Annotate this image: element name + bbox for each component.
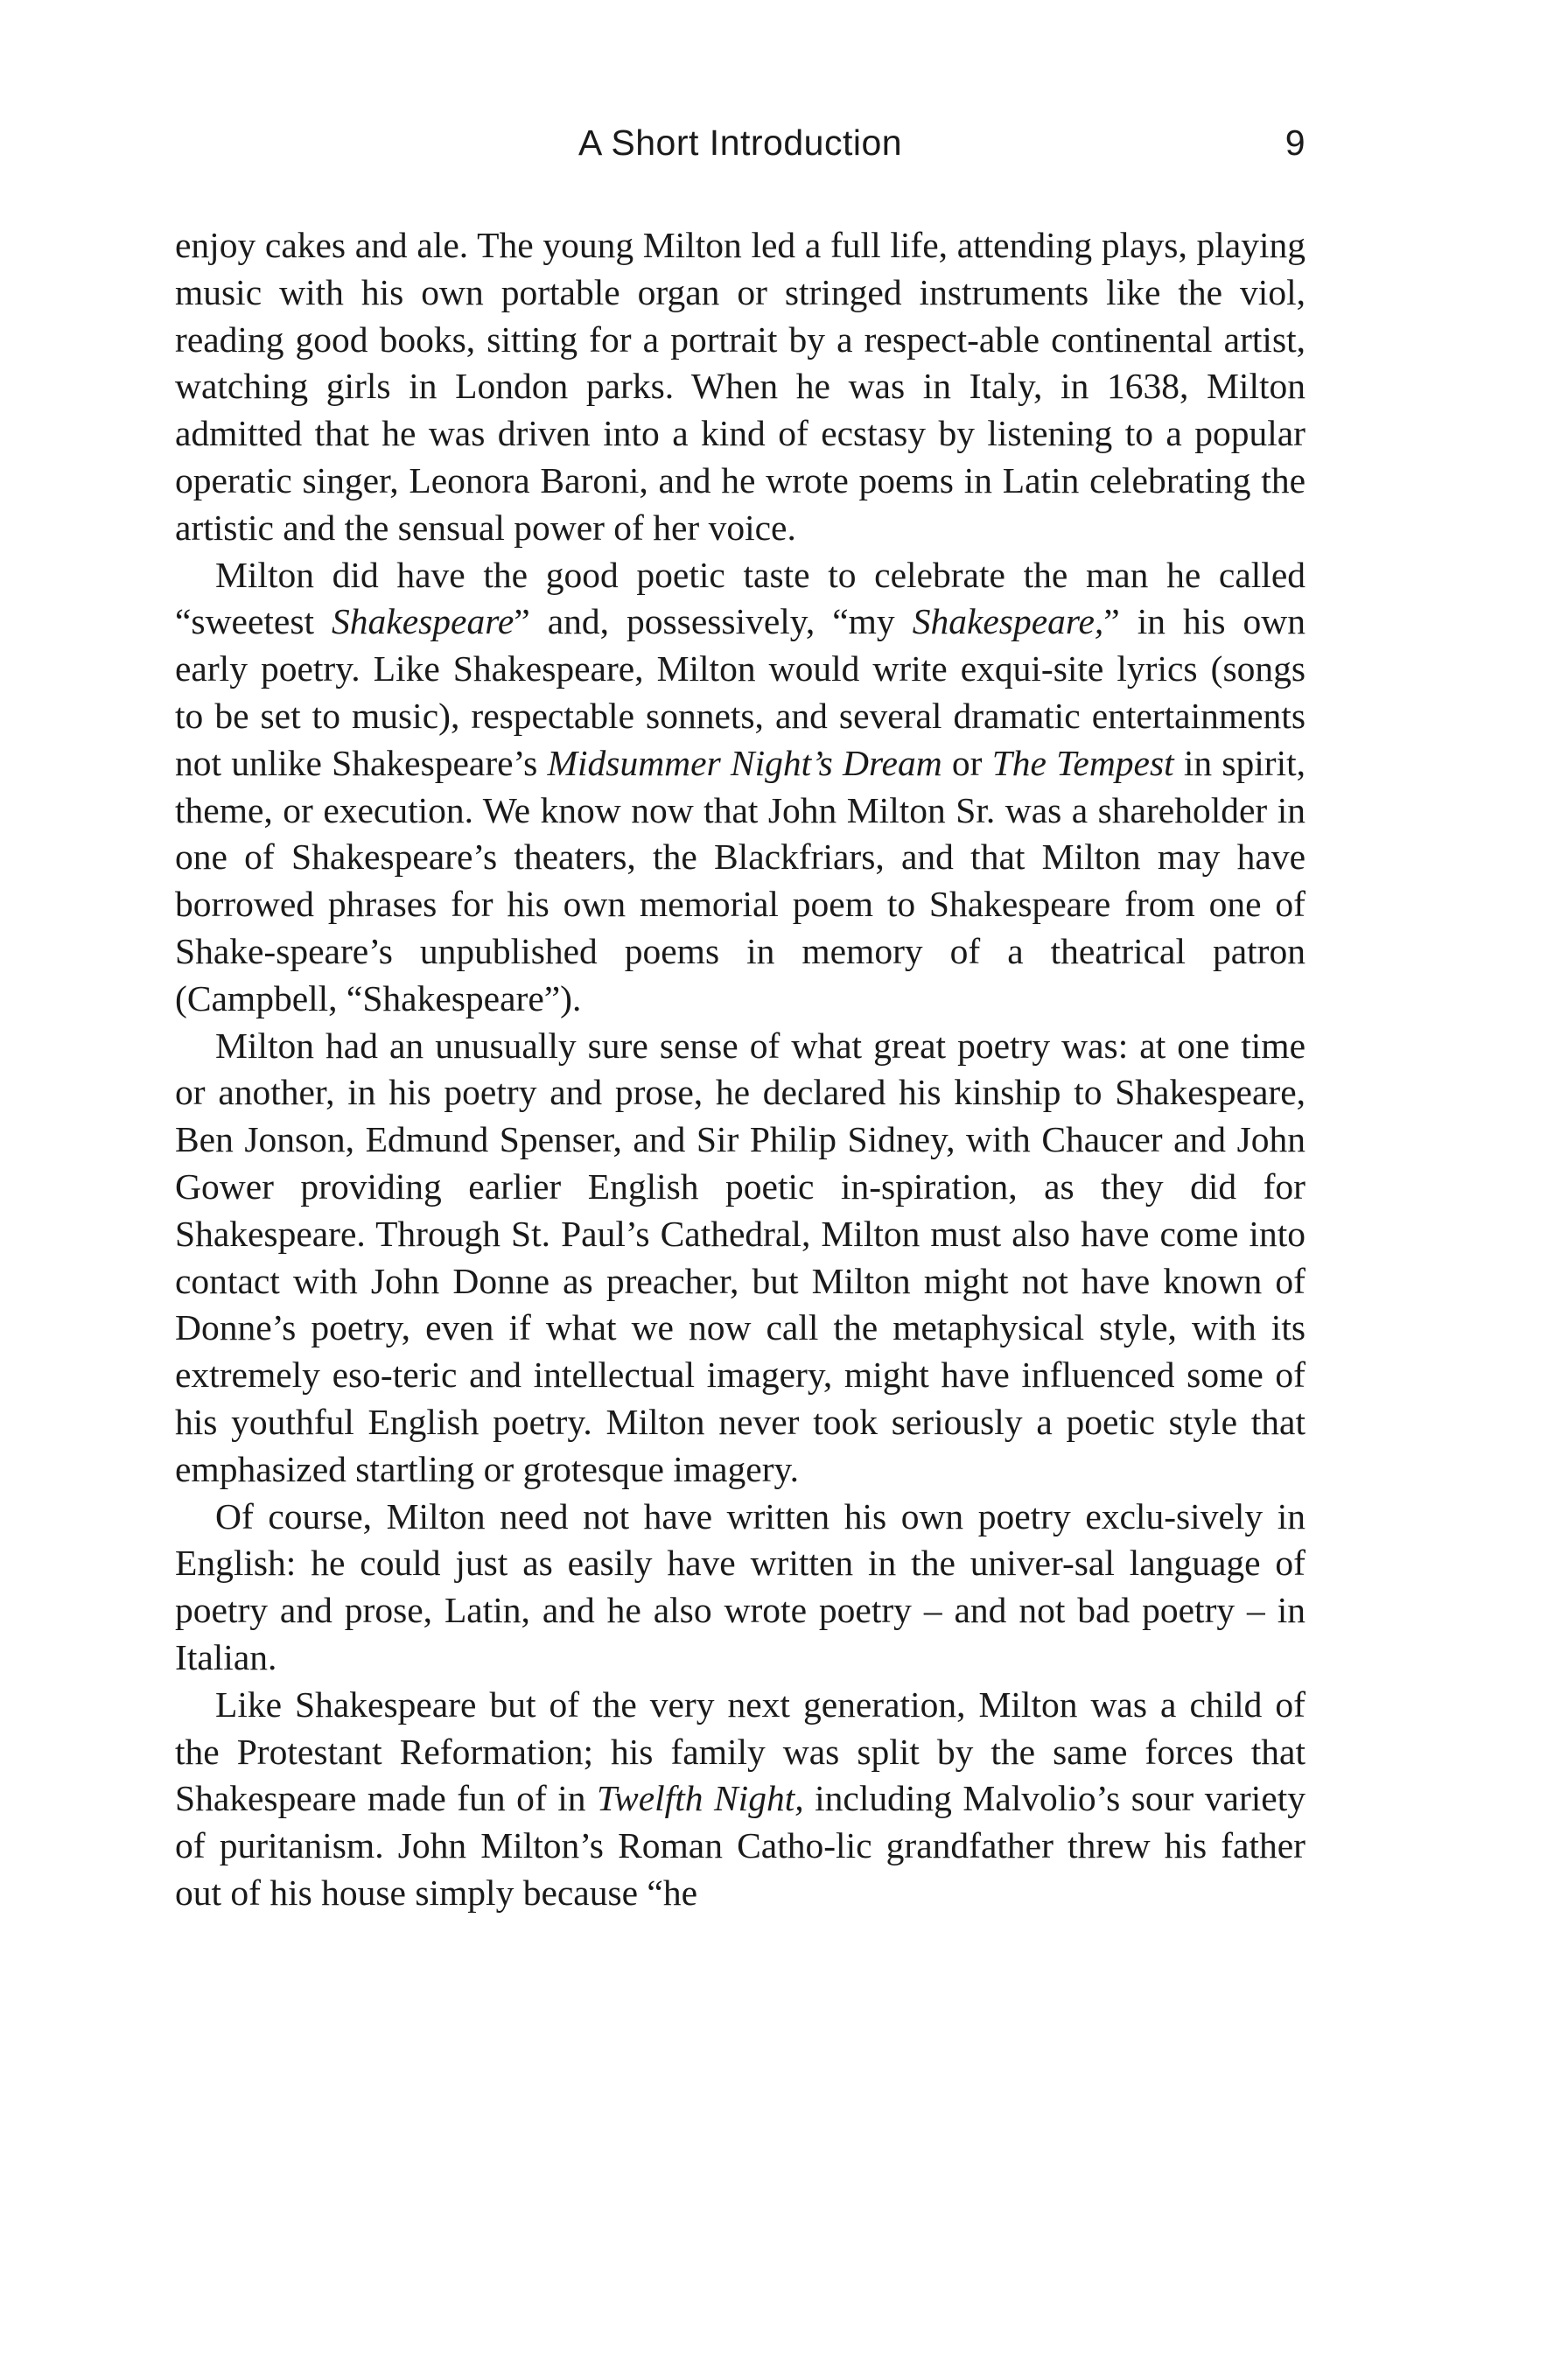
paragraph-4-text: Of course, Milton need not have written his own poetry exclu-sively in English: he could just as easily have written in the univer-sal language of poetry and prose, Latin, and he also wrote poetry – and not bad poetry – in Italian. <box>175 1495 1306 1677</box>
paragraph-3 <box>175 1023 1306 1494</box>
running-head <box>175 122 1306 175</box>
paragraph-4 <box>175 1494 1306 1682</box>
paragraph-5-text: Like Shakespeare but of the very next generation, Milton was a child of the Protestant Reformation; his family was split by the same forces that Shakespeare made fun of in <box>175 1684 1306 1819</box>
paragraph-5 <box>175 1682 1306 1917</box>
italic-title-midsummer: Midsummer Night’s Dream <box>547 742 942 783</box>
paragraph-2-text: or <box>942 742 992 783</box>
italic-title-twelfth-night: Twelfth Night, <box>597 1778 804 1819</box>
page-number: 9 <box>1284 122 1306 163</box>
paragraph-1-text: enjoy cakes and ale. The young Milton led a full life, attending plays, playing music with his own portable organ or stringed instruments like the viol, reading good books, sitting for a portrait by a respect-able continental artist, watching girls in London parks. When he was in Italy, in 1638, Milton admitted that he was driven into a kind of ecstasy by listening to a popular operatic singer, Leonora Baroni, and he wrote poems in Latin celebrating the artistic and the sensual power of her voice. <box>175 225 1306 548</box>
italic-title-shakespeare: Shakespeare, <box>912 601 1104 642</box>
book-page <box>175 0 1306 2366</box>
italic-title-shakespeare: Shakespeare <box>332 601 514 642</box>
paragraph-2-text: Milton did have the good poetic taste to celebrate the man he called “sweetest <box>175 554 1306 642</box>
paragraph-2-text: ” in his own early poetry. Like Shakespeare, Milton would write exqui-site lyrics (songs to be set to music), respectable sonnets, and several dramatic entertainments not unlike Shakespeare’s <box>175 601 1306 783</box>
running-head-title: A Short Introduction <box>578 122 903 163</box>
paragraph-5-text: including Malvolio’s sour variety of puritanism. John Milton’s Roman Catho-lic grandfather threw his father out of his house simply because “he <box>175 1778 1306 1913</box>
paragraph-3-text: Milton had an unusually sure sense of what great poetry was: at one time or another, in his poetry and prose, he declared his kinship to Shakespeare, Ben Jonson, Edmund Spenser, and Sir Philip Sidney, with Chaucer and John Gower providing earlier English poetic in-spiration, as they did for Shakespeare. Through St. Paul’s Cathedral, Milton must also have come into contact with John Donne as preacher, but Milton might not have known of Donne’s poetry, even if what we now call the metaphysical style, with its extremely eso-teric and intellectual imagery, might have influenced some of his youthful English poetry. Milton never took seriously a poetic style that emphasized startling or grotesque imagery. <box>175 1025 1306 1489</box>
body-text <box>175 222 1306 1917</box>
italic-title-tempest: The Tempest <box>991 742 1174 783</box>
paragraph-1 <box>175 222 1306 552</box>
paragraph-2 <box>175 552 1306 1023</box>
paragraph-2-text: in spirit, theme, or execution. We know now that John Milton Sr. was a shareholder in one of Shakespeare’s theaters, the Blackfriars, and that Milton may have borrowed phrases for his own memorial poem to Shakespeare from one of Shake-speare’s unpublished poems in memory of a theatrical patron (Campbell, “Shakespeare”). <box>175 742 1306 1018</box>
paragraph-2-text: ” and, possessively, “my <box>514 601 913 642</box>
